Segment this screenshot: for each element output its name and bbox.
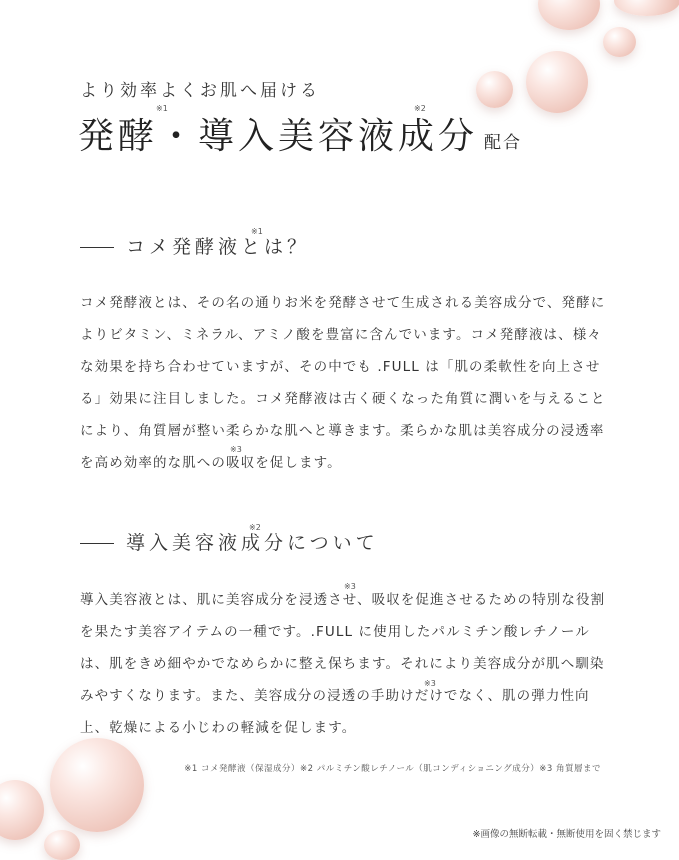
headline-note-1: ※1: [156, 104, 168, 113]
copyright-notice: ※画像の無断転載・無断使用を固く禁じます: [472, 829, 661, 840]
droplet-top-4: [476, 71, 513, 108]
section2-title-text: 導入美容液成分について: [126, 532, 379, 554]
section1-title: [80, 232, 310, 259]
section1-body: コメ発酵液とは、その名の通りお米を発酵させて生成される美容成分で、発酵によりビタミン、ミネラル、アミノ酸を豊富に含んでいます。コメ発酵液は、様々な効果を持ち合わせていますが、その中でも .FULL は「肌の柔軟性を向上させる」効果に注目しました。コメ発酵液は古く硬くなった角質に潤いを与えることにより、角質層が整い柔らかな肌へと導きます。柔らかな肌は美容成分の浸透率を高め効率的な肌への吸収を促します。: [80, 295, 606, 471]
section1-note-3: ※3: [230, 445, 242, 454]
page-title-main: 発酵・導入美容液成分: [78, 116, 479, 157]
section2-note: ※2: [249, 523, 261, 532]
section2-note-3b: ※3: [424, 679, 436, 688]
section2-body: 導入美容液とは、肌に美容成分を浸透させ、吸収を促進させるための特別な役割を果たす美容アイテムの一種です。.FULL に使用したパルミチン酸レチノールは、肌をきめ細やかでなめらかに整え保ちます。それにより美容成分が肌へ馴染みやすくなります。また、美容成分の浸透の手助けだけでなく、肌の弾力性向上、乾燥による小じわの軽減を促します。: [80, 592, 606, 736]
kicker-text: より効率よくお肌へ届ける: [80, 81, 320, 101]
droplet-bottom-1: [50, 738, 144, 832]
droplet-top-3: [603, 27, 636, 57]
page-title-suffix: 配合: [484, 133, 523, 153]
droplet-bottom-3: [44, 830, 80, 860]
droplet-top-5: [526, 51, 588, 113]
headline-note-2: ※2: [414, 104, 426, 113]
section1-title-text: コメ発酵液とは？: [126, 236, 311, 258]
section1-note: ※1: [251, 227, 263, 236]
droplet-top-1: [538, 0, 600, 30]
footnote-text: ※1 コメ発酵液（保湿成分）※2 パルミチン酸レチノール（肌コンディショニング成分）※3 角質層まで: [184, 764, 601, 774]
droplet-top-2: [614, 0, 679, 16]
droplet-bottom-2: [0, 780, 44, 840]
section2-rule: [80, 543, 114, 544]
section2-title: [80, 528, 379, 555]
page-title: [78, 108, 522, 159]
section1-rule: [80, 247, 114, 248]
section2-note-3a: ※3: [344, 582, 356, 591]
